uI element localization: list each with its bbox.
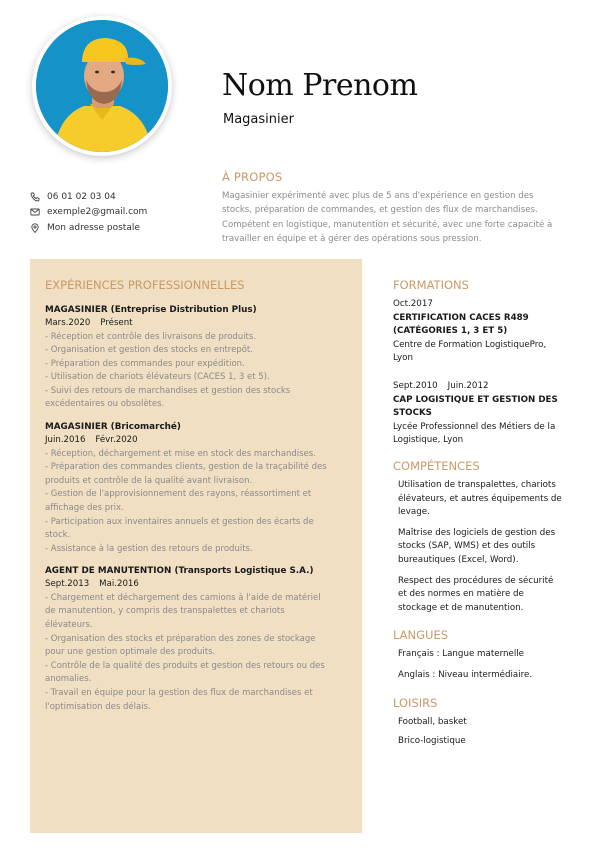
start-date: Sept.2010 — [393, 381, 438, 391]
experience-heading: MAGASINIER (Entreprise Distribution Plus) — [45, 305, 257, 315]
end-date: Juin.2012 — [447, 381, 489, 391]
skill-item — [398, 575, 570, 616]
experience-dates — [45, 317, 350, 331]
formation-dates — [393, 298, 568, 312]
skill-line: Maîtrise des logiciels de gestion des — [398, 527, 556, 538]
experience-line: anomalies. — [45, 674, 92, 685]
experience-line: affichage des prix. — [45, 502, 124, 513]
location-pin-icon — [30, 223, 40, 233]
formation-item — [393, 380, 568, 448]
start-date: Oct.2017 — [393, 299, 433, 309]
start-date: Juin.2016 — [45, 435, 86, 446]
start-date: Sept.2013 — [45, 579, 90, 590]
hobbies-list — [398, 716, 570, 755]
languages-list — [398, 648, 570, 689]
skill-item — [398, 479, 570, 520]
hobbies-title: LOISIRS — [393, 696, 438, 710]
experience-line: l'optimisation des délais. — [45, 701, 151, 712]
experience-heading: AGENT DE MANUTENTION (Transports Logistique S.A.) — [45, 566, 314, 577]
languages-title: LANGUES — [393, 628, 449, 642]
experience-item — [45, 421, 350, 556]
experience-line: - Organisation et gestion des stocks en entrepôt. — [45, 345, 253, 356]
formation-degree: (CATÉGORIES 1, 3 ET 5) — [393, 326, 508, 337]
skill-line: Respect des procédures de sécurité — [398, 575, 554, 586]
job-title: Magasinier — [223, 112, 294, 127]
formations-title: FORMATIONS — [393, 278, 469, 292]
about-line: stocks, préparation de commandes, et gestion des flux de marchandises. — [222, 205, 538, 216]
language-item: Français : Langue maternelle — [398, 649, 525, 659]
mail-icon — [30, 207, 40, 217]
skills-list — [398, 479, 570, 622]
formation-item — [393, 298, 568, 366]
phone-text: 06 01 02 03 04 — [47, 191, 116, 202]
hobby-item: Brico-logistique — [398, 735, 466, 746]
skill-line: Utilisation de transpalettes, chariots — [398, 480, 556, 490]
profile-photo — [36, 20, 168, 152]
skill-line: levage. — [398, 507, 430, 518]
candidate-name: Nom Prenom — [222, 68, 418, 103]
skill-item — [398, 527, 570, 568]
experience-line: stock. — [45, 530, 71, 541]
experience-line: - Participation aux inventaires annuels et gestion des écarts de — [45, 516, 314, 527]
contact-block — [30, 189, 147, 236]
experience-line: - Utilisation de chariots élévateurs (CACES 1, 3 et 5). — [45, 372, 270, 383]
about-line: Compétent en logistique, manutention et sécurité, avec une forte capacité à — [222, 219, 553, 230]
formation-dates — [393, 380, 568, 394]
language-item: Anglais : Niveau intermédiaire. — [398, 669, 533, 680]
experience-line: élévateurs. — [45, 620, 93, 630]
experience-item — [45, 304, 350, 412]
skill-line: bureautiques (Excel, Word). — [398, 554, 519, 565]
email-text: exemple2@gmail.com — [47, 207, 148, 218]
formation-school: Lycée Professionnel des Métiers de la — [393, 421, 556, 432]
experience-line: produits et contrôle de la qualité avant livraison. — [45, 475, 253, 486]
skill-line: élévateurs, et autres équipements de — [398, 493, 562, 504]
formation-degree: CAP LOGISTIQUE ET GESTION DES — [393, 394, 558, 405]
experience-line: de manutention, y compris des transpalettes et chariots — [45, 606, 285, 617]
formation-school: Lyon — [393, 353, 414, 364]
experience-line: - Organisation des stocks et préparation des zones de stockage — [45, 633, 316, 644]
experience-line: - Suivi des retours de marchandises et gestion des stocks — [45, 385, 291, 396]
about-line: travailler en équipe et à gérer des opérations sous pression. — [222, 233, 482, 244]
contact-email — [30, 205, 147, 221]
experience-item — [45, 565, 350, 714]
about-title: À PROPOS — [222, 170, 283, 184]
formation-school: Centre de Formation LogistiquePro, — [393, 339, 547, 350]
experience-dates — [45, 578, 350, 592]
start-date: Mars.2020 — [45, 318, 91, 328]
experience-heading: MAGASINIER (Bricomarché) — [45, 422, 181, 433]
about-text — [222, 189, 572, 246]
address-text: Mon adresse postale — [47, 222, 140, 233]
experience-line: - Assistance à la gestion des retours de produits. — [45, 543, 253, 554]
skill-line: stocks (SAP, WMS) et des outils — [398, 541, 536, 552]
profile-photo-frame — [32, 16, 172, 156]
experience-line: - Contrôle de la qualité des produits et gestion des retours ou des — [45, 660, 325, 671]
experience-line: excédentaires ou obsolètes. — [45, 399, 165, 410]
formation-degree: CERTIFICATION CACES R489 — [393, 312, 529, 323]
experience-line: pour une gestion optimale des produits. — [45, 647, 216, 658]
experience-title: EXPÉRIENCES PROFESSIONNELLES — [45, 278, 245, 292]
hobby-item: Football, basket — [398, 717, 467, 727]
contact-phone — [30, 189, 147, 205]
formation-school: Logistique, Lyon — [393, 435, 464, 446]
experience-line: - Préparation des commandes pour expédition. — [45, 358, 245, 369]
formation-degree: STOCKS — [393, 408, 432, 419]
experience-line: - Réception et contrôle des livraisons de produits. — [45, 331, 257, 342]
about-line: Magasinier expérimenté avec plus de 5 ans d'expérience en gestion des — [222, 191, 534, 201]
experience-line: - Préparation des commandes clients, gestion de la traçabilité des — [45, 462, 327, 473]
skills-title: COMPÉTENCES — [393, 459, 480, 473]
end-date: Févr.2020 — [95, 435, 138, 446]
end-date: Mai.2016 — [99, 579, 139, 590]
experience-line: - Chargement et déchargement des camions à l'aide de matériel — [45, 592, 321, 603]
skill-line: et des normes en matière de — [398, 589, 524, 600]
experience-line: - Gestion de l'approvisionnement des rayons, réassortiment et — [45, 489, 312, 500]
experience-line: - Réception, déchargement et mise en stock des marchandises. — [45, 448, 316, 459]
experience-dates — [45, 434, 350, 448]
end-date: Présent — [100, 318, 133, 328]
experience-line: - Travail en équipe pour la gestion des flux de marchandises et — [45, 687, 313, 698]
phone-icon — [30, 192, 40, 202]
experience-list — [45, 304, 350, 723]
experience-panel — [30, 259, 362, 833]
skill-line: stockage et de manutention. — [398, 602, 524, 613]
person-photo-illustration — [36, 20, 168, 152]
contact-address — [30, 220, 147, 236]
